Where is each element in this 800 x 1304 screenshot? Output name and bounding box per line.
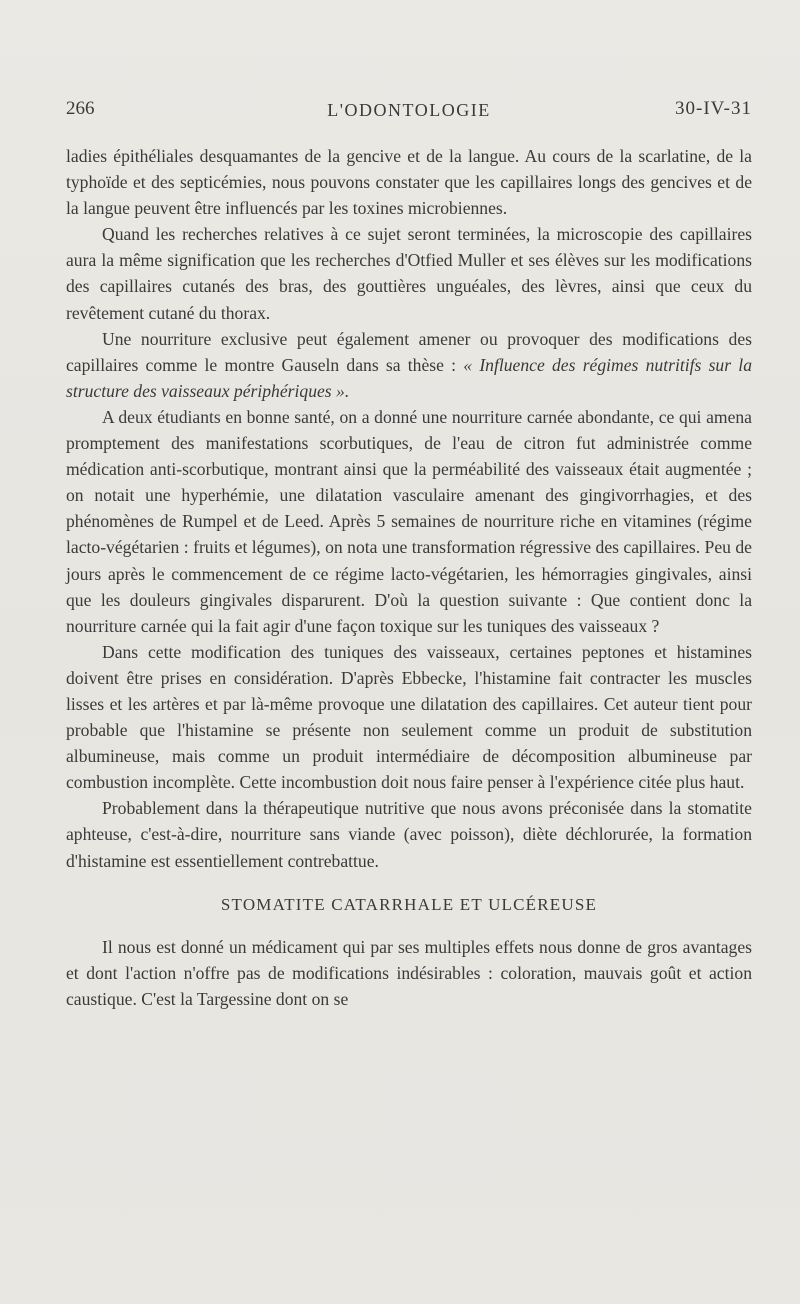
paragraph: Quand les recherches relatives à ce sujet seront terminées, la microscopie des capillaires aura la même signification que les recherches d'Otfied Muller et ses élèves sur les modifications des capillaires cutanés des bras, des gouttières unguéales, des lèvres, ainsi que ceux du revêtement cutané du thorax.	[66, 224, 752, 323]
paragraph: Dans cette modification des tuniques des vaisseaux, certaines peptones et histamines doivent être prises en considération. D'après Ebbecke, l'histamine fait contracter les muscles lisses et les artères et par là-même provoque une dilatation des capillaires. Cet auteur tient pour probable que l'histamine se présente non seulement comme un produit de substitution albumineuse, mais comme un produit intermédiaire de décomposition albumineuse par combustion incomplète. Cette incombustion doit nous faire penser à l'expérience citée plus haut.	[66, 641, 752, 793]
running-header	[66, 98, 752, 128]
thesis-title: « Influence des régimes nutritifs sur la structure des vaisseaux périphériques ».	[66, 354, 752, 401]
paragraph-text: Une nourriture exclusive peut également amener ou provoquer des modifications des capillaires comme le montre Gauseln dans sa thèse :	[66, 328, 752, 375]
page-number: 266	[66, 98, 95, 119]
running-title: L'ODONTOLOGIE	[327, 100, 491, 120]
main-text	[66, 143, 752, 1012]
section-heading: STOMATITE CATARRHALE ET ULCÉREUSE	[220, 894, 598, 914]
paragraph: Probablement dans la thérapeutique nutritive que nous avons préconisée dans la stomatite aphteuse, c'est-à-dire, nourriture sans viande (avec poisson), diète déchlorurée, la formation d'histamine est essentiellement contrebattue.	[66, 798, 752, 871]
paragraph-continued: ladies épithéliales desquamantes de la gencive et de la langue. Au cours de la scarlatine, de la typhoïde et des septicémies, nous pouvons constater que les capillaires longs des gencives et de la langue peuvent être influencés par les toxines microbiennes.	[66, 146, 752, 219]
issue-date: 30-IV-31	[675, 98, 752, 119]
paragraph	[66, 326, 752, 404]
paragraph: Il nous est donné un médicament qui par ses multiples effets nous donne de gros avantages et dont l'action n'offre pas de modifications indésirables : coloration, mauvais goût et action caustique. C'est la Targessine dont on se	[66, 936, 752, 1009]
paragraph: A deux étudiants en bonne santé, on a donné une nourriture carnée abondante, ce qui amena promptement des manifestations scorbutiques, de l'eau de citron fut administrée comme médication anti-scorbutique, montrant ainsi que la perméabilité des vaisseaux était augmentée ; on notait une hyperhémie, une dilatation vasculaire amenant des gingivorrhagies, et des phénomènes de Rumpel et de Leed. Après 5 semaines de nourriture riche en vitamines (régime lacto-végétarien : fruits et légumes), on nota une transformation régressive des capillaires. Peu de jours après le commencement de ce régime lacto-végétarien, les hémorragies gingivales, ainsi que les douleurs gingivales disparurent. D'où la question suivante : Que contient donc la nourriture carnée qui la fait agir d'une façon toxique sur les tuniques des vaisseaux ?	[66, 406, 752, 636]
